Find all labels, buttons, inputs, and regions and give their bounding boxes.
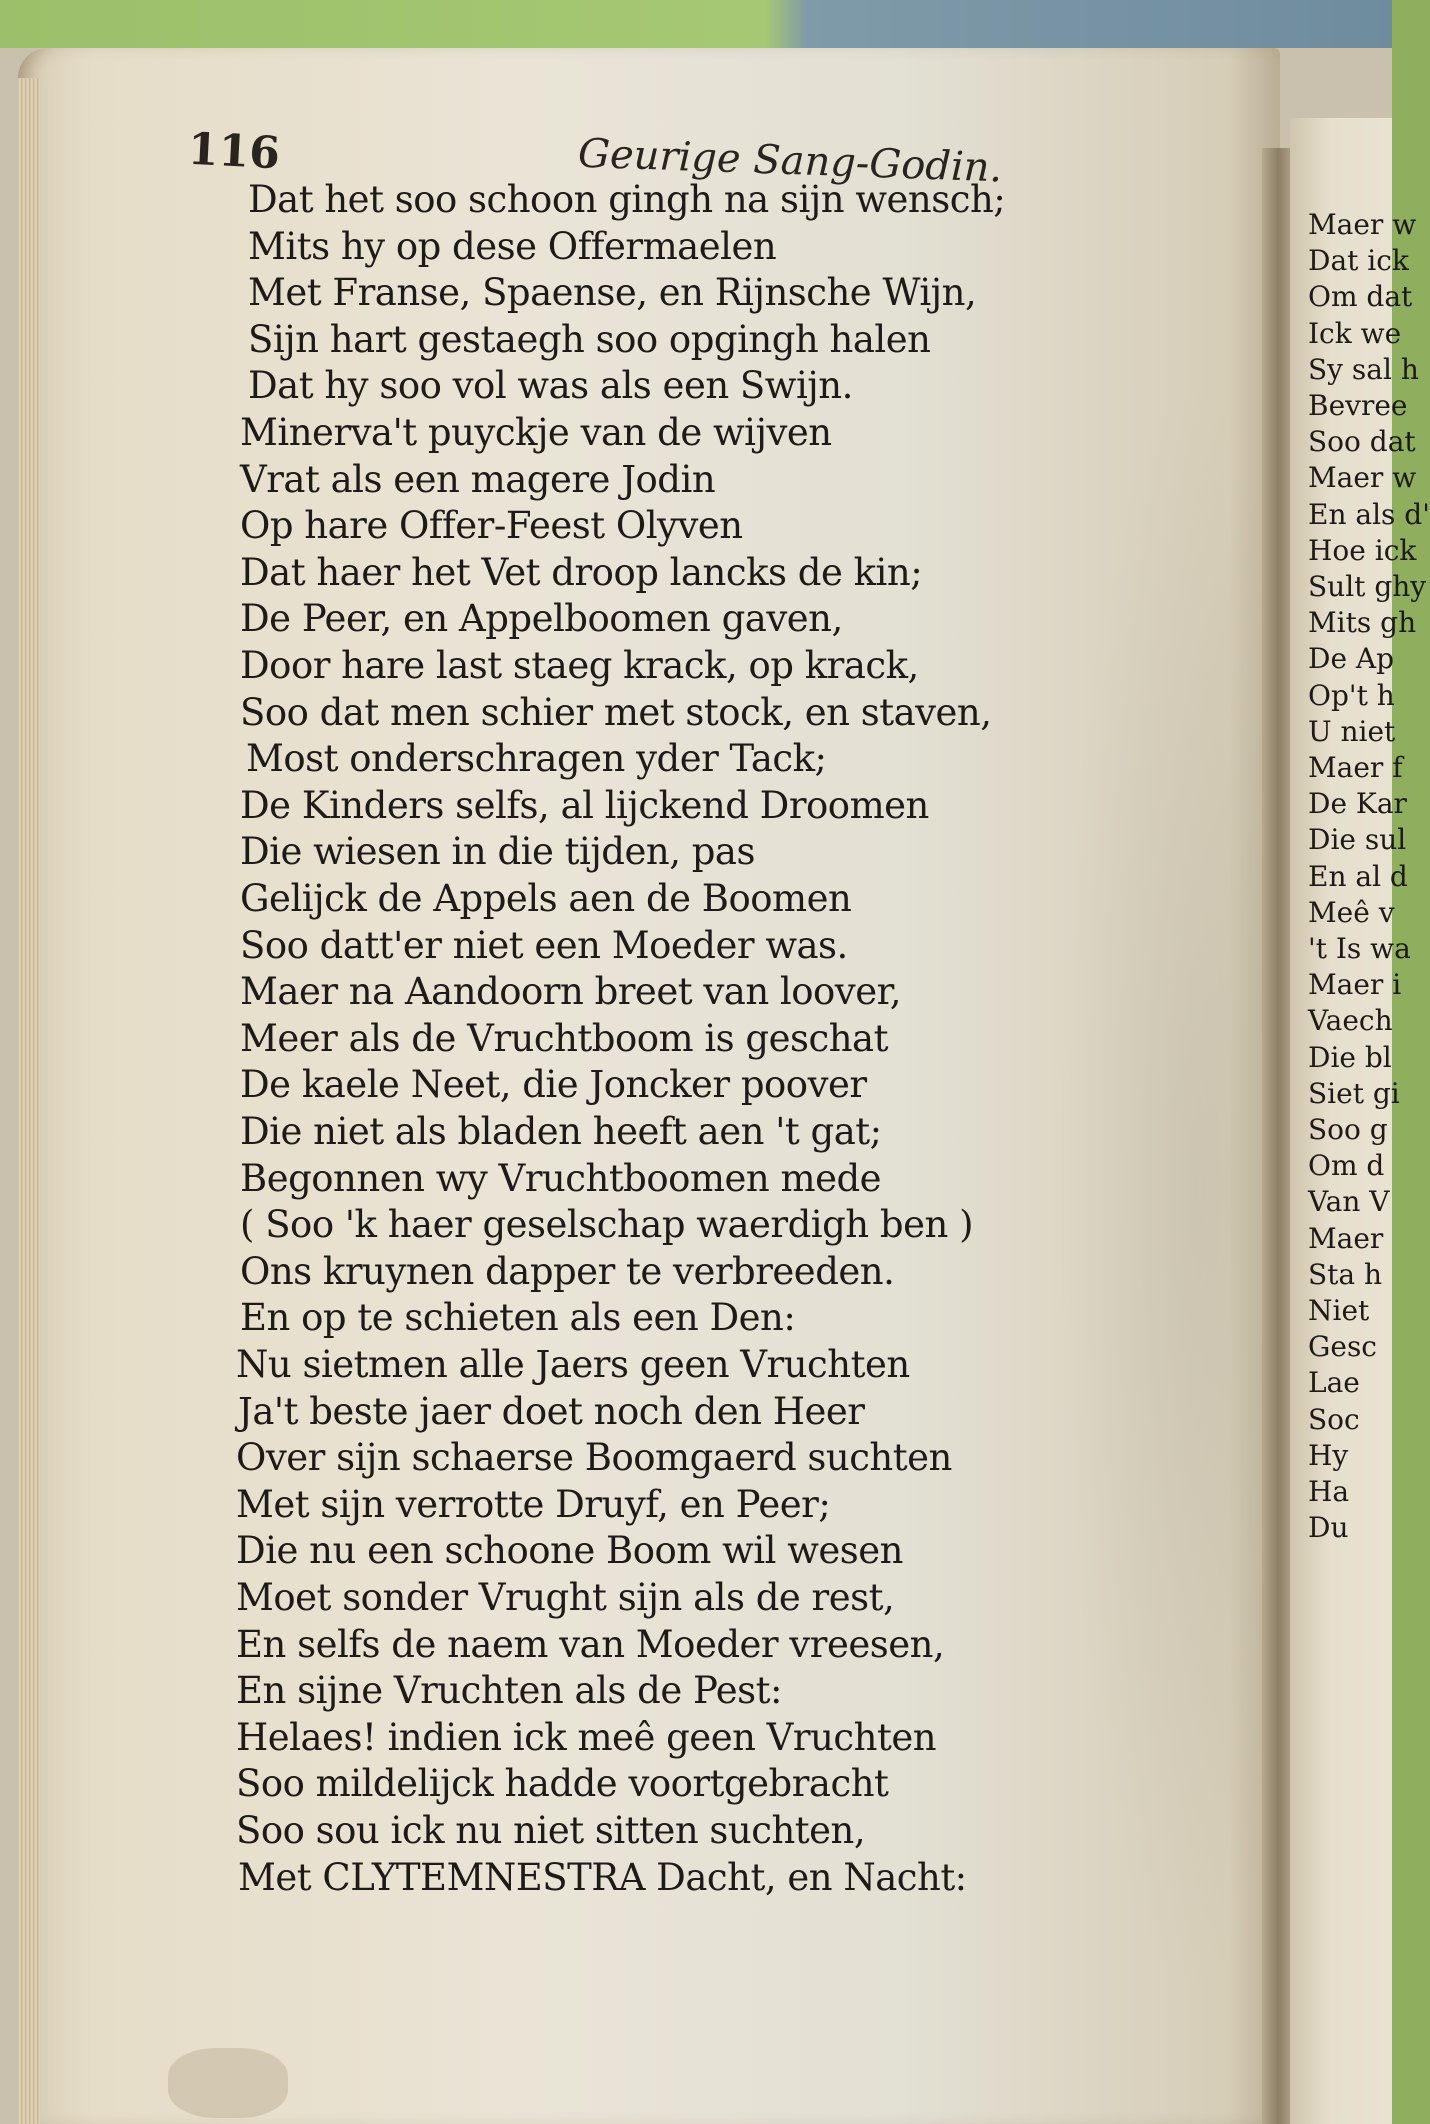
verse-line: Meer als de Vruchtboom is geschat bbox=[240, 1016, 888, 1060]
verse-text bbox=[18, 48, 1280, 2124]
facing-line-fragment: Om d bbox=[1308, 1149, 1385, 1183]
verse-line: Ons kruynen dapper te verbreeden. bbox=[240, 1249, 895, 1293]
facing-line-fragment: Sta h bbox=[1308, 1257, 1383, 1291]
facing-line-fragment: Maer w bbox=[1308, 208, 1417, 241]
facing-line-fragment: Maer i bbox=[1308, 968, 1402, 1002]
verse-line: De Kinders selfs, al lijckend Droomen bbox=[240, 783, 929, 827]
facing-line-fragment: Meê v bbox=[1308, 895, 1395, 929]
left-page bbox=[18, 48, 1280, 2124]
verse-line: Moet sonder Vrught sijn als de rest, bbox=[236, 1576, 895, 1619]
verse-line: Dat het soo schoon gingh na sijn wensch; bbox=[248, 178, 1006, 221]
facing-line-fragment: En al d bbox=[1308, 859, 1408, 893]
facing-line-fragment: Dat ick bbox=[1308, 244, 1409, 278]
verse-line: Met Franse, Spaense, en Rijnsche Wijn, bbox=[248, 271, 977, 315]
verse-line: Ja't beste jaer doet noch den Heer bbox=[238, 1389, 865, 1433]
verse-line: Gelijck de Appels aen de Boomen bbox=[240, 877, 852, 920]
facing-line-fragment: Gesc bbox=[1308, 1330, 1377, 1364]
facing-line-fragment: Die bl bbox=[1308, 1040, 1392, 1074]
verse-line: Die niet als bladen heeft aen 't gat; bbox=[240, 1110, 882, 1153]
page-number: 116 bbox=[186, 123, 282, 180]
facing-line-fragment: Lae bbox=[1308, 1366, 1360, 1400]
verse-line: Soo dat men schier met stock, en staven, bbox=[240, 690, 992, 734]
verse-line: ( Soo 'k haer geselschap waerdigh ben ) bbox=[240, 1203, 974, 1247]
verse-line: En selfs de naem van Moeder vreesen, bbox=[236, 1622, 945, 1666]
running-head: Geurige Sang-Godin. bbox=[577, 130, 1004, 192]
verse-line: En op te schieten als een Den: bbox=[240, 1296, 796, 1340]
facing-line-fragment: Vaech bbox=[1308, 1004, 1393, 1038]
facing-line-fragment: Maer w bbox=[1308, 461, 1417, 495]
facing-line-fragment: Ick we bbox=[1308, 316, 1402, 350]
facing-line-fragment: Soo g bbox=[1308, 1113, 1388, 1146]
facing-line-fragment: Sult ghy bbox=[1308, 570, 1427, 603]
facing-line-fragment: Siet gi bbox=[1308, 1076, 1400, 1110]
facing-line-fragment: Hy bbox=[1308, 1438, 1349, 1472]
facing-line-fragment: U niet bbox=[1308, 714, 1396, 748]
facing-line-fragment: Hoe ick bbox=[1308, 533, 1417, 567]
facing-line-fragment: Op't h bbox=[1308, 678, 1395, 712]
verse-line: Die nu een schoone Boom wil wesen bbox=[236, 1529, 904, 1573]
verse-line: Door hare last staeg krack, op krack, bbox=[240, 644, 919, 687]
facing-line-fragment: Maer f bbox=[1308, 751, 1403, 784]
verse-line: Soo sou ick nu niet sitten suchten, bbox=[236, 1809, 866, 1852]
verse-line: Op hare Offer-Feest Olyven bbox=[240, 504, 743, 548]
facing-line-fragment: Maer bbox=[1308, 1221, 1384, 1255]
facing-line-fragment: Die sul bbox=[1308, 823, 1407, 857]
facing-line-fragment: De Kar bbox=[1308, 787, 1407, 821]
verse-line: Die wiesen in die tijden, pas bbox=[240, 830, 755, 874]
verse-line: Sijn hart gestaegh soo opgingh halen bbox=[248, 317, 931, 361]
facing-line-fragment: Van V bbox=[1308, 1185, 1390, 1219]
verse-line: Most onderschragen yder Tack; bbox=[246, 737, 827, 781]
verse-line: Helaes! indien ick meê geen Vruchten bbox=[236, 1715, 937, 1759]
verse-line: Begonnen wy Vruchtboomen mede bbox=[240, 1156, 882, 1200]
verse-line: Minerva't puyckje van de wijven bbox=[240, 411, 832, 454]
verse-line: En sijne Vruchten als de Pest: bbox=[236, 1669, 782, 1713]
verse-line: Maer na Aandoorn breet van loover, bbox=[240, 970, 901, 1014]
verse-line: De kaele Neet, die Joncker poover bbox=[240, 1063, 867, 1107]
open-book bbox=[0, 48, 1430, 2124]
facing-page bbox=[1290, 118, 1430, 2124]
verse-line: De Peer, en Appelboomen gaven, bbox=[240, 597, 843, 641]
facing-line-fragment: Bevree bbox=[1308, 389, 1408, 422]
facing-line-fragment: Sy sal h bbox=[1308, 352, 1419, 386]
facing-line-fragment: 't Is wa bbox=[1308, 932, 1411, 965]
facing-line-fragment: Soo dat bbox=[1308, 425, 1416, 459]
verse-line: Dat hy soo vol was als een Swijn. bbox=[248, 364, 853, 408]
verse-line: Mits hy op dese Offermaelen bbox=[248, 224, 777, 268]
verse-line: Met sijn verrotte Druyf, en Peer; bbox=[236, 1482, 831, 1526]
verse-line: Soo datt'er niet een Moeder was. bbox=[240, 923, 848, 967]
facing-line-fragment: Mits gh bbox=[1308, 606, 1417, 640]
facing-line-fragment: Du bbox=[1308, 1511, 1349, 1545]
verse-line: Nu sietmen alle Jaers geen Vruchten bbox=[236, 1343, 910, 1386]
verse-line: Dat haer het Vet droop lancks de kin; bbox=[240, 550, 923, 594]
facing-line-fragment: Om dat bbox=[1308, 280, 1413, 314]
facing-line-fragment: De Ap bbox=[1308, 642, 1395, 676]
verse-line: Met CLYTEMNESTRA Dacht, en Nacht: bbox=[238, 1855, 967, 1899]
facing-line-fragment: Niet bbox=[1308, 1294, 1370, 1327]
verse-line: Vrat als een magere Jodin bbox=[240, 457, 716, 501]
facing-line-fragment: Soc bbox=[1308, 1402, 1360, 1436]
facing-line-fragment: En als d' bbox=[1308, 497, 1430, 531]
verse-line: Soo mildelijck hadde voortgebracht bbox=[236, 1762, 889, 1806]
facing-line-fragment: Ha bbox=[1308, 1475, 1350, 1508]
verse-line: Over sijn schaerse Boomgaerd suchten bbox=[236, 1436, 952, 1480]
